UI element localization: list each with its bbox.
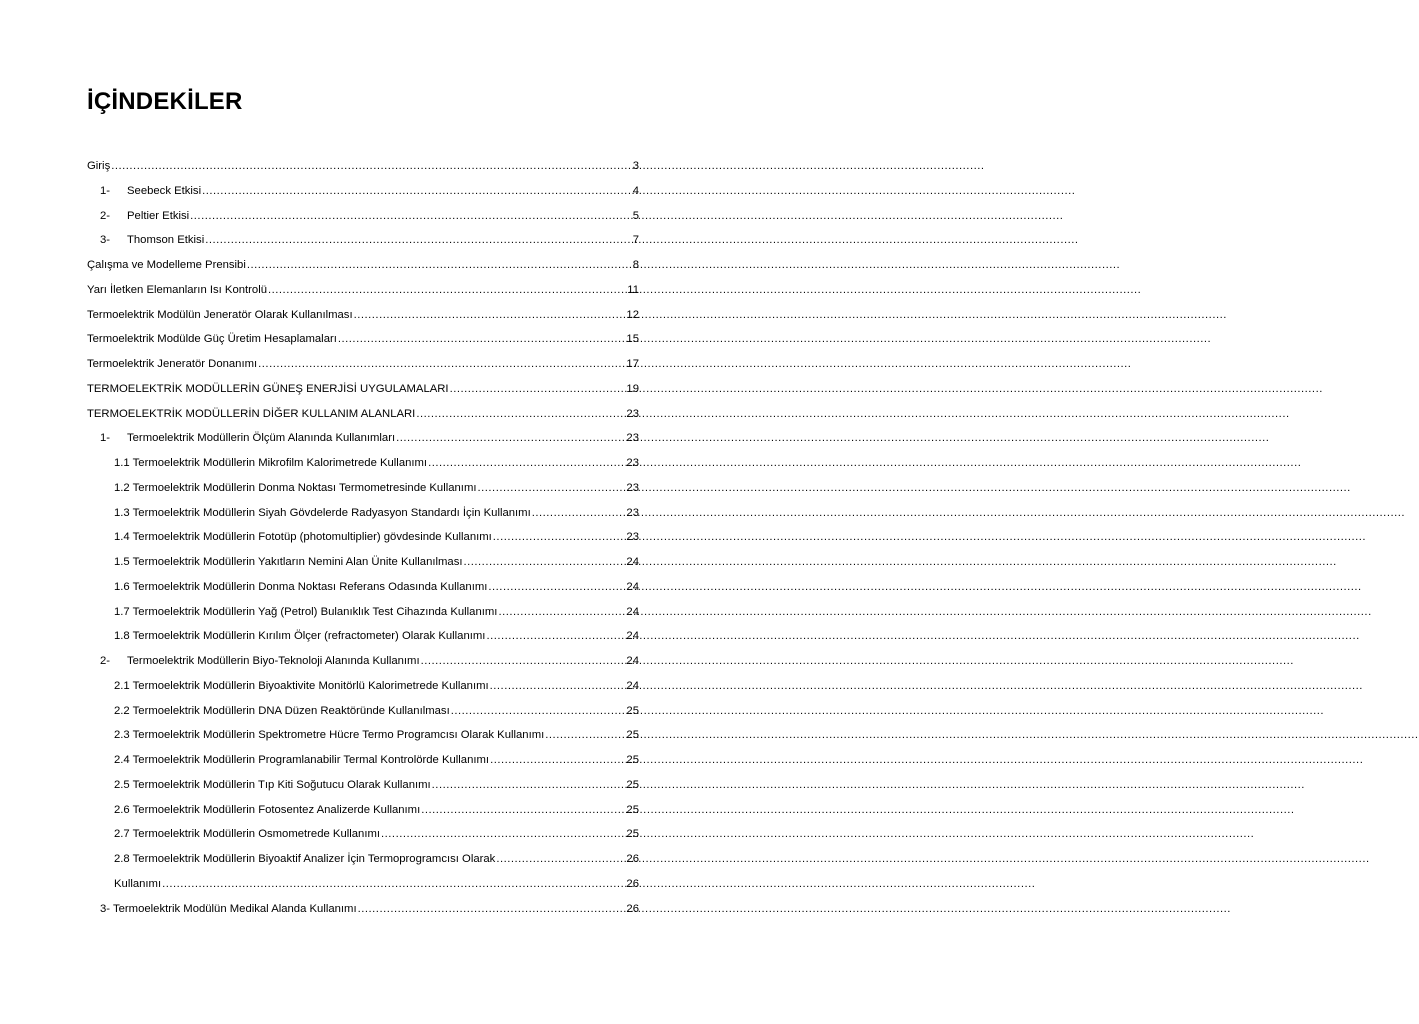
toc-entry-page-number: 26: [626, 902, 639, 915]
toc-entry-label: 2.1 Termoelektrik Modüllerin Biyoaktivite Monitörlü Kalorimetrede Kullanımı: [114, 679, 489, 692]
toc-entry-label: Termoelektrik Jeneratör Donanımı: [87, 358, 258, 370]
dot-leader: [421, 798, 625, 822]
toc-entry-page-number: 23: [626, 481, 639, 494]
toc-entry-label: 1.5 Termoelektrik Modüllerin Yakıtların Nemini Alan Ünite Kullanılması: [114, 556, 463, 568]
toc-entry[interactable]: [100, 649, 639, 674]
toc-entry-label: 1.6 Termoelektrik Modüllerin Donma Noktası Referans Odasında Kullanımı: [114, 580, 488, 593]
toc-entry[interactable]: [114, 798, 639, 823]
toc-entry-page-number: 25: [626, 828, 639, 841]
dot-leader: [381, 822, 625, 846]
toc-entry-number: 1-: [100, 184, 111, 197]
toc-entry[interactable]: [87, 303, 639, 328]
toc-entry-page-number: 26: [626, 877, 639, 890]
toc-entry-page-number: 12: [626, 308, 639, 321]
toc-entry[interactable]: [100, 426, 639, 451]
toc-entry[interactable]: [100, 228, 639, 253]
toc-entry-page-number: 26: [626, 853, 639, 865]
toc-entry-label: Giriş: [87, 160, 111, 172]
toc-entry[interactable]: [114, 550, 639, 575]
dot-leader: [111, 154, 630, 178]
toc-entry[interactable]: [87, 402, 639, 427]
toc-entry-page-number: 24: [626, 580, 639, 593]
toc-entry-number: 3-: [100, 234, 111, 247]
toc-entry[interactable]: [114, 872, 639, 897]
toc-entry[interactable]: [114, 847, 639, 872]
toc-entry[interactable]: [87, 154, 639, 179]
toc-entry-page-number: 25: [626, 704, 639, 717]
dot-leader: [532, 501, 626, 525]
toc-entry-label: 2.5 Termoelektrik Modüllerin Tıp Kiti Soğutucu Olarak Kullanımı: [114, 778, 431, 791]
toc-entry-page-number: 11: [627, 283, 639, 296]
toc-entry[interactable]: [87, 253, 639, 278]
dot-leader: [432, 773, 626, 797]
toc-entry[interactable]: [114, 501, 639, 526]
toc-entry[interactable]: [114, 674, 639, 699]
dot-leader: [268, 278, 626, 302]
toc-entry[interactable]: [100, 179, 639, 204]
dot-leader: [247, 253, 630, 277]
toc-entry-page-number: 24: [626, 655, 639, 667]
toc-entry-page-number: 15: [626, 333, 639, 346]
table-of-contents: [0, 154, 725, 921]
toc-entry-label: Kullanımı: [114, 877, 162, 890]
dot-leader: [190, 204, 630, 228]
toc-entry[interactable]: [87, 352, 639, 377]
toc-entry-label: Thomson Etkisi: [127, 234, 205, 247]
toc-entry[interactable]: [114, 525, 639, 550]
toc-entry[interactable]: [114, 822, 639, 847]
dot-leader: [490, 748, 625, 772]
toc-entry-label: Peltier Etkisi: [127, 209, 190, 222]
toc-entry-page-number: 25: [626, 803, 639, 816]
toc-entry-label: Termoelektrik Modülde Güç Üretim Hesaplamaları: [87, 333, 337, 346]
toc-entry[interactable]: [100, 204, 639, 229]
toc-entry-number: 1-: [100, 432, 111, 445]
toc-entry-label: Yarı İletken Elemanların Isı Kontrolü: [87, 283, 267, 296]
toc-entry[interactable]: [87, 377, 639, 402]
dot-leader: [205, 228, 630, 252]
toc-entry-page-number: 17: [626, 358, 639, 370]
toc-entry-page-number: 19: [626, 382, 639, 395]
toc-entry-page-number: 23: [626, 457, 639, 469]
toc-entry-page-number: 24: [626, 605, 639, 618]
toc-entry[interactable]: [114, 699, 639, 724]
toc-entry[interactable]: [114, 451, 639, 476]
toc-entry-label: 1.2 Termoelektrik Modüllerin Donma Noktası Termometresinde Kullanımı: [114, 481, 477, 494]
toc-entry-page-number: 24: [626, 556, 639, 568]
dot-leader: [416, 402, 625, 426]
dot-leader: [498, 600, 625, 624]
toc-entry-page-number: 25: [626, 754, 639, 766]
toc-entry-page-number: 7: [632, 234, 639, 247]
toc-entry-page-number: 5: [632, 209, 639, 222]
toc-entry-label: TERMOELEKTRİK MODÜLLERİN DİĞER KULLANIM ALANLARI: [87, 407, 416, 420]
toc-entry[interactable]: [100, 897, 639, 922]
toc-entry-page-number: 25: [626, 778, 639, 791]
dot-leader: [338, 327, 626, 351]
toc-entry-page-number: 24: [626, 679, 639, 692]
toc-entry-label: 1.8 Termoelektrik Modüllerin Kırılım Ölçer (refractometer) Olarak Kullanımı: [114, 630, 486, 643]
toc-entry-page-number: 8: [632, 259, 639, 271]
toc-entry-label: 2.6 Termoelektrik Modüllerin Fotosentez Analizerde Kullanımı: [114, 803, 421, 816]
toc-entry-label: Termoelektrik Modülün Jeneratör Olarak Kullanılması: [87, 308, 353, 321]
toc-entry-label: 2.4 Termoelektrik Modüllerin Programlanabilir Termal Kontrolörde Kullanımı: [114, 754, 490, 766]
toc-entry-label: 2.3 Termoelektrik Modüllerin Spektrometre Hücre Termo Programcısı Olarak Kullanımı: [114, 729, 545, 742]
toc-entry-number: 2-: [100, 209, 111, 222]
toc-entry-page-number: 23: [626, 407, 639, 420]
toc-entry-label: Termoelektrik Modüllerin Biyo-Teknoloji Alanında Kullanımı: [127, 655, 420, 667]
toc-entry-label: 1.3 Termoelektrik Modüllerin Siyah Gövdelerde Radyasyon Standardı İçin Kullanımı: [114, 506, 531, 519]
toc-entry-page-number: 24: [626, 630, 639, 643]
toc-entry-number: 2-: [100, 655, 111, 667]
toc-entry-label: 1.1 Termoelektrik Modüllerin Mikrofilm Kalorimetrede Kullanımı: [114, 457, 428, 469]
dot-leader: [490, 674, 626, 698]
dot-leader: [486, 624, 625, 648]
toc-entry[interactable]: [114, 600, 639, 625]
toc-entry-label: Termoelektrik Modüllerin Ölçüm Alanında Kullanımları: [127, 432, 396, 445]
dot-leader: [450, 377, 626, 401]
toc-entry[interactable]: [87, 327, 639, 352]
toc-entry-label: Çalışma ve Modelleme Prensibi: [87, 259, 246, 271]
dot-leader: [478, 476, 626, 500]
dot-leader: [162, 872, 625, 896]
toc-entry-label: TERMOELEKTRİK MODÜLLERİN GÜNEŞ ENERJİSİ UYGULAMALARI: [87, 382, 449, 395]
toc-entry-label: 2.7 Termoelektrik Modüllerin Osmometrede Kullanımı: [114, 828, 381, 841]
dot-leader: [545, 723, 625, 747]
toc-entry[interactable]: [114, 748, 639, 773]
dot-leader: [428, 451, 625, 475]
dot-leader: [451, 699, 626, 723]
toc-entry[interactable]: [114, 723, 639, 748]
toc-entry-label: 2.8 Termoelektrik Modüllerin Biyoaktif Analizer İçin Termoprogramcısı Olarak: [114, 853, 496, 865]
dot-leader: [421, 649, 626, 673]
toc-entry-label: 2.2 Termoelektrik Modüllerin DNA Düzen Reaktöründe Kullanılması: [114, 704, 450, 717]
toc-entry-page-number: 3: [632, 160, 639, 172]
toc-entry[interactable]: [114, 624, 639, 649]
dot-leader: [493, 525, 626, 549]
toc-entry[interactable]: [114, 575, 639, 600]
dot-leader: [396, 426, 625, 450]
toc-entry-label: 1.4 Termoelektrik Modüllerin Fototüp (photomultiplier) gövdesinde Kullanımı: [114, 531, 492, 544]
dot-leader: [358, 897, 626, 921]
dot-leader: [202, 179, 630, 203]
dot-leader: [258, 352, 625, 376]
toc-entry-label: Seebeck Etkisi: [127, 184, 202, 197]
page-title: İÇİNDEKİLER: [87, 88, 243, 115]
toc-entry[interactable]: [114, 476, 639, 501]
toc-entry[interactable]: [87, 278, 639, 303]
dot-leader: [496, 847, 625, 871]
toc-entry-label: 3- Termoelektrik Modülün Medikal Alanda Kullanımı: [100, 902, 357, 915]
dot-leader: [463, 550, 625, 574]
dot-leader: [488, 575, 625, 599]
toc-entry-label: 1.7 Termoelektrik Modüllerin Yağ (Petrol) Bulanıklık Test Cihazında Kullanımı: [114, 605, 498, 618]
toc-entry-page-number: 4: [632, 184, 639, 197]
toc-entry-page-number: 23: [626, 531, 639, 544]
toc-entry[interactable]: [114, 773, 639, 798]
toc-entry-page-number: 25: [626, 729, 639, 742]
toc-entry-page-number: 23: [626, 432, 639, 445]
toc-entry-page-number: 23: [626, 506, 639, 519]
dot-leader: [354, 303, 626, 327]
